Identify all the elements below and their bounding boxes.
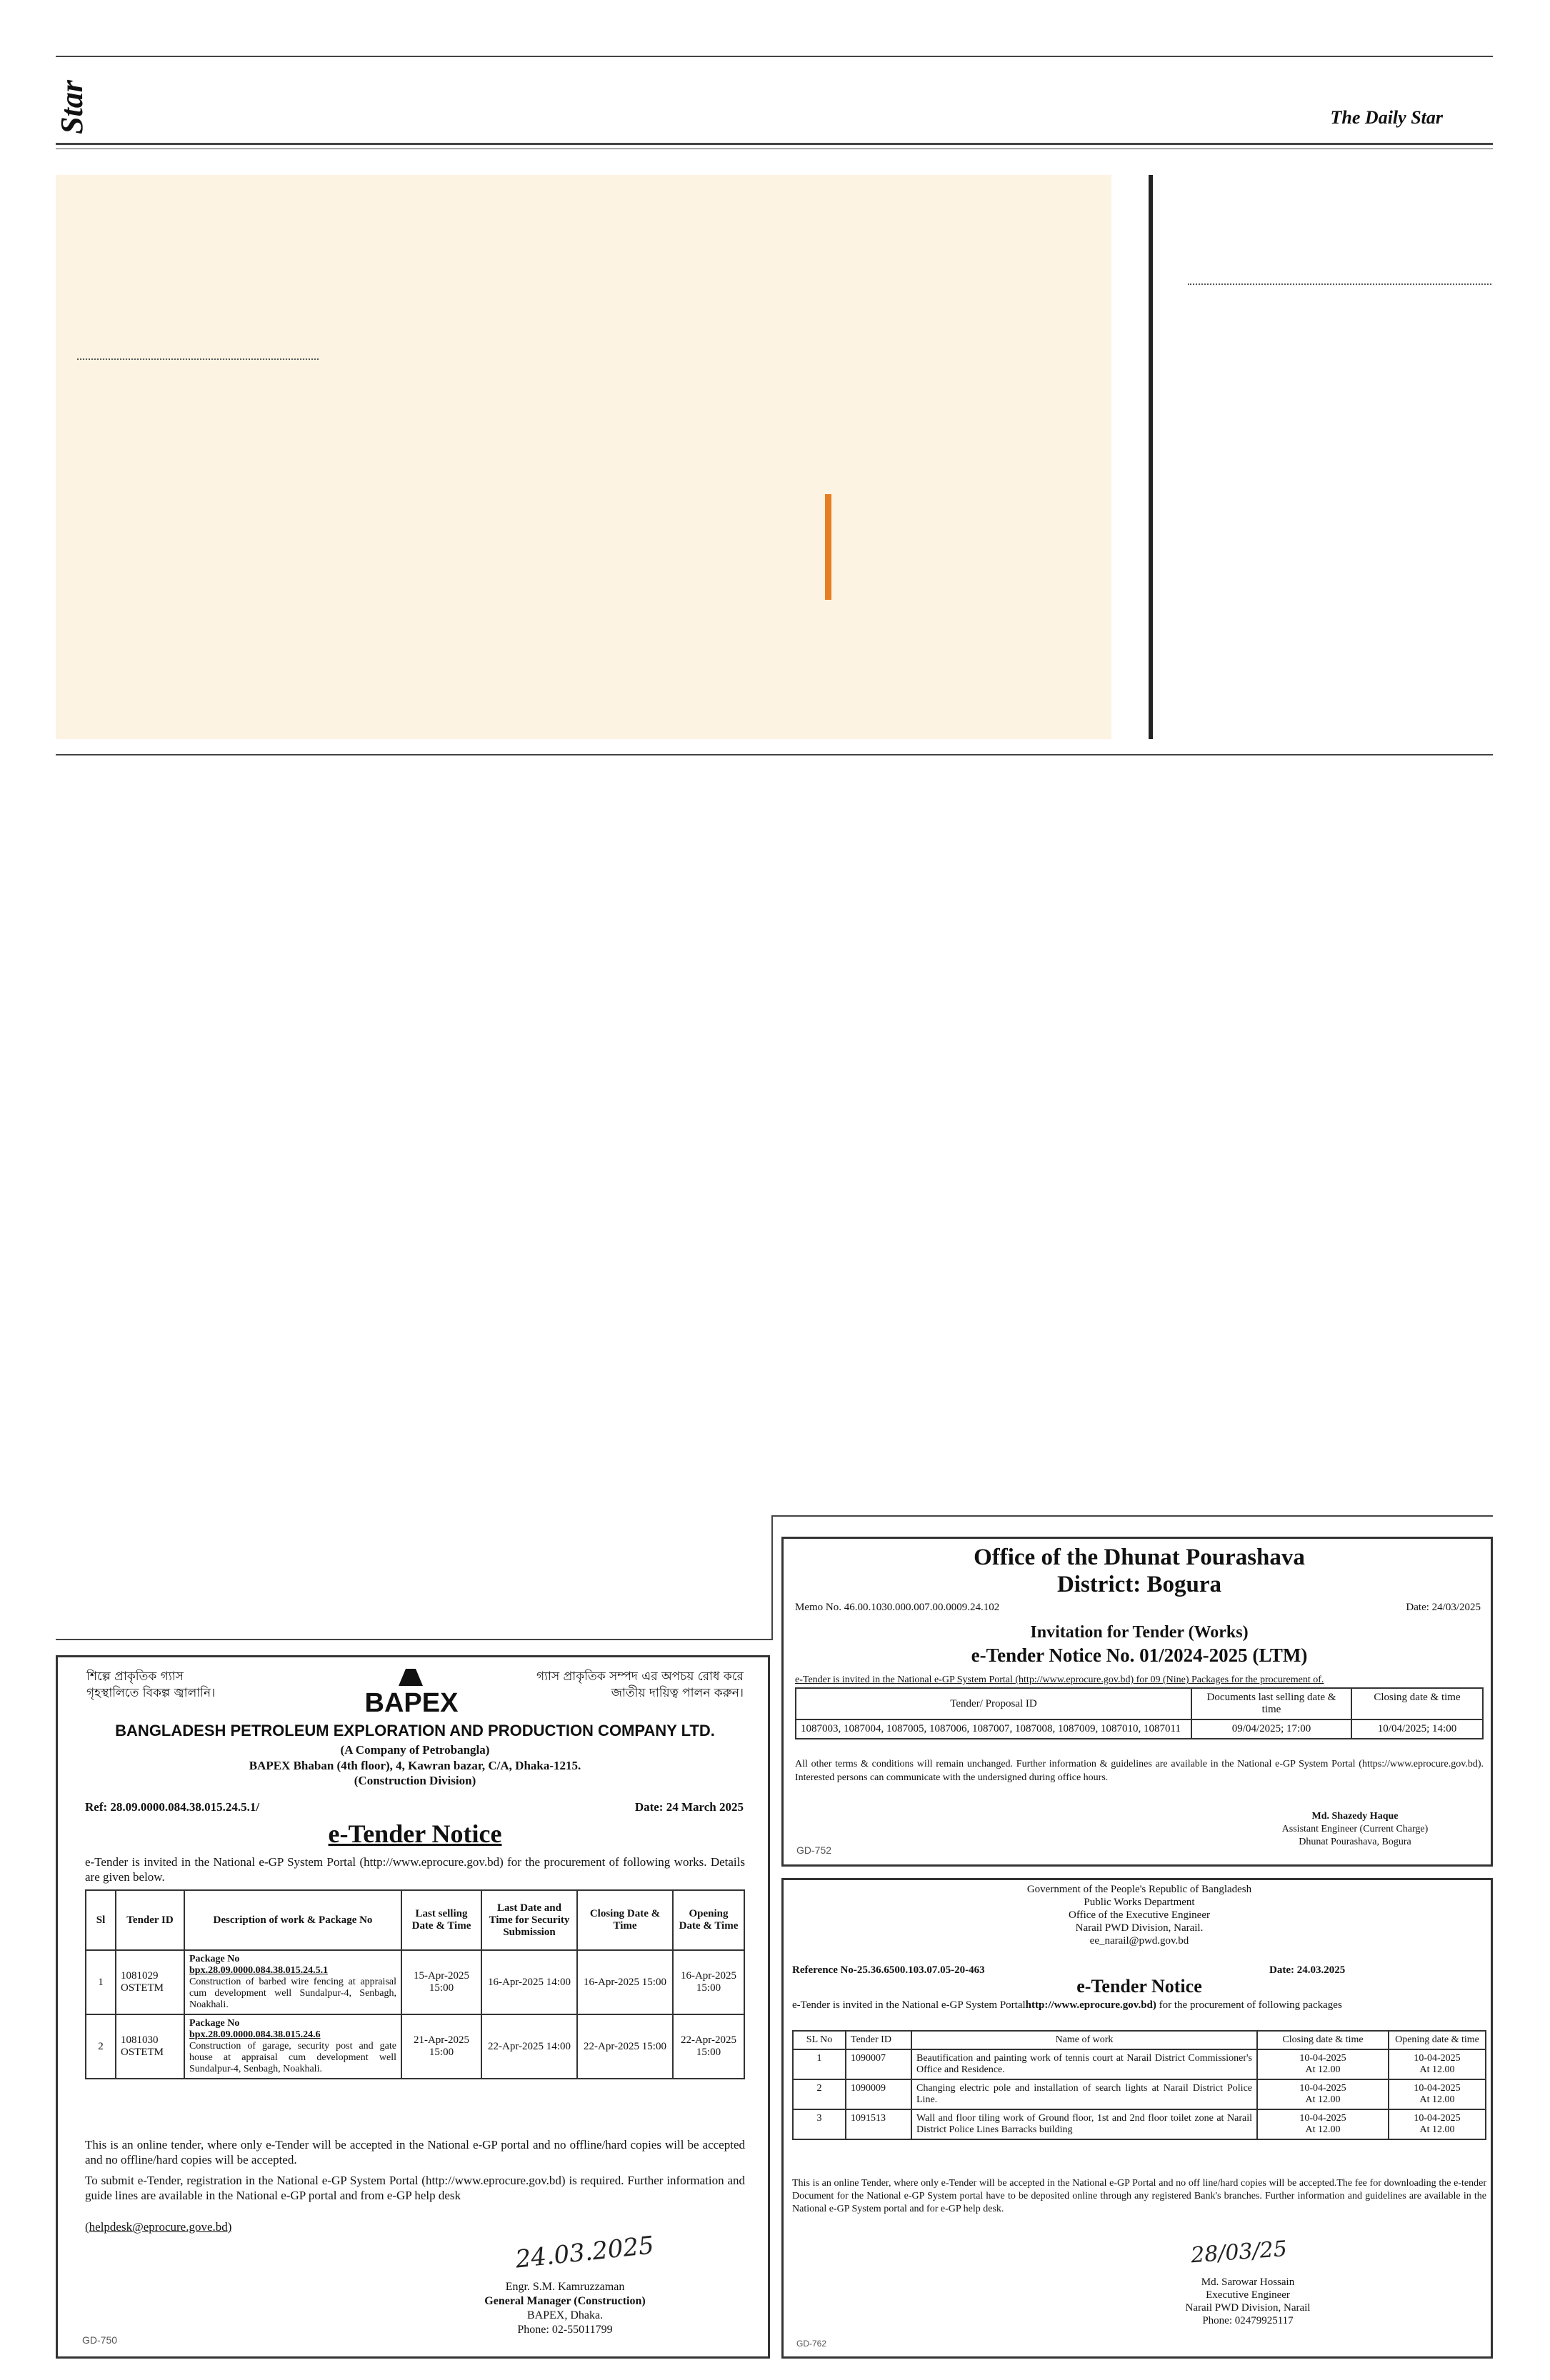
narail-date: Date: 24.03.2025 xyxy=(1269,1964,1346,1976)
dhunat-table xyxy=(795,1687,1484,1739)
feature-panel xyxy=(56,175,1111,739)
col-docs-last-selling: Documents last selling date & time xyxy=(1191,1688,1351,1719)
section-rule xyxy=(56,754,1493,755)
cell-closing: 10-04-2025 At 12.00 xyxy=(1257,2109,1389,2139)
cell-tender-id: 1090009 xyxy=(846,2079,911,2109)
table-row xyxy=(793,2109,1486,2139)
cell-name: Changing electric pole and installation of search lights at Narail District Police Line. xyxy=(911,2079,1257,2109)
signatory-division: Narail PWD Division, Narail xyxy=(1185,2302,1311,2314)
work-description: Construction of garage, security post and gate house at appraisal cum development well Sundalpur-4, Senbagh, Noakhali. xyxy=(189,2041,396,2074)
cell-docs: 09/04/2025; 17:00 xyxy=(1191,1719,1351,1739)
narail-gov: Government of the People's Republic of Bangladesh xyxy=(1026,1884,1252,1895)
cell-opening: 22-Apr-2025 15:00 xyxy=(673,2014,744,2079)
package-label: Package No xyxy=(189,1954,240,1964)
signatory-name: Md. Shazedy Haque xyxy=(1311,1811,1399,1822)
col-sl: SL No xyxy=(793,2031,846,2049)
dhunat-intro: e-Tender is invited in the National e-GP System Portal (http://www.eprocure.gov.bd) for 09 (Nine) Packages for the procurement of. xyxy=(795,1674,1324,1685)
bapex-logo xyxy=(340,1666,483,1717)
cell-closing: 16-Apr-2025 15:00 xyxy=(577,1950,673,2014)
ad-frame-line xyxy=(771,1515,773,1640)
signatory-office: Dhunat Pourashava, Bogura xyxy=(1299,1837,1411,1847)
cell-tender-id: 1081029 OSTETM xyxy=(116,1950,184,2014)
bapex-ref: Ref: 28.09.0000.084.38.015.24.5.1/ xyxy=(85,1800,260,1814)
dhunat-notice xyxy=(781,1537,1493,1867)
narail-email: ee_narail@pwd.gov.bd xyxy=(1089,1935,1189,1947)
cell-description xyxy=(184,2014,401,2079)
masthead-brand: The Daily Star xyxy=(1330,107,1443,128)
signatory-name: Md. Sarowar Hossain xyxy=(1201,2276,1295,2288)
cell-opening: 10-04-2025 At 12.00 xyxy=(1389,2049,1486,2079)
bapex-subsidiary: (A Company of Petrobangla) xyxy=(340,1743,490,1757)
narail-dept: Public Works Department xyxy=(1084,1897,1195,1908)
col-tender-proposal-id: Tender/ Proposal ID xyxy=(796,1688,1191,1719)
narail-table xyxy=(792,2030,1486,2140)
bapex-company: BANGLADESH PETROLEUM EXPLORATION AND PRODUCTION COMPANY LTD. xyxy=(115,1722,715,1739)
bapex-slogan-right: গ্যাস প্রাকৃতিক সম্পদ এর অপচয় রোধ করে জাতীয় দায়িত্ব পালন করুন। xyxy=(536,1669,744,1700)
bapex-intro: e-Tender is invited in the National e-GP System Portal (http://www.eprocure.gov.bd) for the procurement of following works. Details are given below. xyxy=(85,1855,745,1884)
col-sl: Sl xyxy=(86,1890,116,1950)
bapex-signature: 24.03.2025 xyxy=(514,2231,656,2274)
signatory-designation: Assistant Engineer (Current Charge) xyxy=(1281,1824,1429,1834)
cell-sl: 1 xyxy=(793,2049,846,2079)
table-header-row xyxy=(793,2031,1486,2049)
dhunat-invitation: Invitation for Tender (Works) xyxy=(1030,1623,1249,1642)
bapex-slogan-left: শিল্পে প্রাকৃতিক গ্যাস গৃহস্থালিতে বিকল্প জ্বালানি। xyxy=(86,1669,216,1700)
cell-sl: 3 xyxy=(793,2109,846,2139)
svg-text:BAPEX: BAPEX xyxy=(364,1688,459,1717)
top-rule xyxy=(56,56,1493,57)
cell-sl: 2 xyxy=(793,2079,846,2109)
cell-tender-id: 1090007 xyxy=(846,2049,911,2079)
narail-table-wrap xyxy=(792,2030,1486,2140)
signatory-phone: Phone: 02479925117 xyxy=(1202,2315,1294,2326)
masthead-side-label: Star xyxy=(54,80,89,134)
bapex-date: Date: 24 March 2025 xyxy=(634,1800,744,1814)
dhunat-table-wrap xyxy=(795,1687,1484,1739)
bapex-division: (Construction Division) xyxy=(354,1774,476,1787)
ad-frame-line xyxy=(771,1515,1493,1517)
ad-frame-line xyxy=(56,1639,773,1640)
col-last-selling: Last selling Date & Time xyxy=(401,1890,481,1950)
narail-signature: 28/03/25 xyxy=(1190,2236,1288,2269)
package-no: bpx.28.09.0000.084.38.015.24.5.1 xyxy=(189,1965,329,1976)
narail-intro: e-Tender is invited in the National e-GP System Portalhttp://www.eprocure.gov.bd) for the procurement of following packages xyxy=(792,1999,1342,2011)
dhunat-notice-no: e-Tender Notice No. 01/2024-2025 (LTM) xyxy=(971,1645,1308,1666)
bapex-footer-info: To submit e-Tender, registration in the National e-GP System Portal (http://www.eprocure.gov.bd) is required. Further information and guide lines are available in the National e-GP portal and from e-GP help desk xyxy=(85,2174,745,2202)
table-header-row xyxy=(86,1890,744,1950)
cell-sl: 2 xyxy=(86,2014,116,2079)
cell-security: 22-Apr-2025 14:00 xyxy=(481,2014,577,2079)
masthead-rule xyxy=(56,143,1493,145)
bapex-helpdesk-link[interactable]: (helpdesk@eprocure.gove.bd) xyxy=(85,2220,232,2234)
cell-opening: 10-04-2025 At 12.00 xyxy=(1389,2079,1486,2109)
bapex-table-wrap xyxy=(85,1889,745,2079)
cell-description xyxy=(184,1950,401,2014)
col-tender-id: Tender ID xyxy=(116,1890,184,1950)
narail-footer: This is an online Tender, where only e-Tender will be accepted in the National e-GP Portal and no off line/hard copies will be accepted.The fee for downloading the e-tender Document for the National e-GP System portal have to be deposited online through any registered Bank's branches. Further information and guidelines are available in the National e-GP System portal and for e-GP help desk. xyxy=(792,2178,1486,2214)
cell-closing: 22-Apr-2025 15:00 xyxy=(577,2014,673,2079)
narail-division: Narail PWD Division, Narail. xyxy=(1075,1922,1204,1934)
dhunat-title-2: District: Bogura xyxy=(1056,1572,1222,1597)
col-description: Description of work & Package No xyxy=(184,1890,401,1950)
signatory-designation: General Manager (Construction) xyxy=(484,2295,646,2307)
sidebar-dotted-rule xyxy=(1188,283,1491,285)
narail-reference: Reference No-25.36.6500.103.07.05-20-463 xyxy=(792,1964,985,1976)
col-closing: Closing date & time xyxy=(1351,1688,1483,1719)
table-row xyxy=(86,1950,744,2014)
cell-opening: 16-Apr-2025 15:00 xyxy=(673,1950,744,2014)
signatory-name: Engr. S.M. Kamruzzaman xyxy=(505,2281,625,2293)
bapex-table xyxy=(85,1889,745,2079)
bapex-address: BAPEX Bhaban (4th floor), 4, Kawran bazar, C/A, Dhaka-1215. xyxy=(249,1759,581,1772)
cell-last-selling: 21-Apr-2025 15:00 xyxy=(401,2014,481,2079)
cell-closing: 10-04-2025 At 12.00 xyxy=(1257,2049,1389,2079)
narail-code: GD-762 xyxy=(796,2339,827,2349)
signatory-phone: Phone: 02-55011799 xyxy=(517,2324,613,2336)
dhunat-memo: Memo No. 46.00.1030.000.007.00.0009.24.102 xyxy=(795,1602,1000,1613)
col-closing: Closing Date & Time xyxy=(577,1890,673,1950)
feature-dotted-rule xyxy=(77,358,319,360)
col-opening: Opening date & time xyxy=(1389,2031,1486,2049)
col-opening: Opening Date & Time xyxy=(673,1890,744,1950)
work-description: Construction of barbed wire fencing at appraisal cum development well Sundalpur-4, Senbagh, Noakhali. xyxy=(189,1977,396,2010)
cell-sl: 1 xyxy=(86,1950,116,2014)
dhunat-signatory-block xyxy=(1226,1810,1484,1849)
bapex-code: GD-750 xyxy=(82,2334,118,2346)
feature-accent-bar xyxy=(825,494,831,600)
bapex-footer-note: This is an online tender, where only e-Tender will be accepted in the National e-GP portal and no offline/hard copies will be accepted and no offline/hard copies will be accepted. xyxy=(85,2138,745,2166)
cell-tender-id: 1081030 OSTETM xyxy=(116,2014,184,2079)
cell-tender-id: 1091513 xyxy=(846,2109,911,2139)
package-label: Package No xyxy=(189,2018,240,2029)
col-tender-id: Tender ID xyxy=(846,2031,911,2049)
cell-security: 16-Apr-2025 14:00 xyxy=(481,1950,577,2014)
table-row xyxy=(796,1719,1483,1739)
dhunat-title-1: Office of the Dhunat Pourashava xyxy=(974,1545,1305,1570)
narail-notice xyxy=(781,1878,1493,2359)
bapex-signatory-block xyxy=(458,2280,672,2337)
cell-opening: 10-04-2025 At 12.00 xyxy=(1389,2109,1486,2139)
col-name: Name of work xyxy=(911,2031,1257,2049)
narail-header xyxy=(784,1883,1493,1947)
signatory-designation: Executive Engineer xyxy=(1206,2289,1290,2301)
narail-signatory-block xyxy=(1141,2276,1355,2327)
table-row xyxy=(86,2014,744,2079)
col-security: Last Date and Time for Security Submission xyxy=(481,1890,577,1950)
narail-title: e-Tender Notice xyxy=(1076,1976,1202,1997)
table-header-row xyxy=(796,1688,1483,1719)
dhunat-code: GD-752 xyxy=(796,1844,832,1856)
bapex-notice xyxy=(56,1655,770,2359)
table-row xyxy=(793,2049,1486,2079)
cell-closing: 10-04-2025 At 12.00 xyxy=(1257,2079,1389,2109)
cell-name: Beautification and painting work of tennis court at Narail District Commissioner's Office and Residence. xyxy=(911,2049,1257,2079)
cell-ids: 1087003, 1087004, 1087005, 1087006, 1087007, 1087008, 1087009, 1087010, 1087011 xyxy=(796,1719,1191,1739)
dhunat-date: Date: 24/03/2025 xyxy=(1406,1602,1481,1613)
cell-closing: 10/04/2025; 14:00 xyxy=(1351,1719,1483,1739)
cell-name: Wall and floor tiling work of Ground floor, 1st and 2nd floor toilet zone at Narail District Police Lines Barracks building xyxy=(911,2109,1257,2139)
col-closing: Closing date & time xyxy=(1257,2031,1389,2049)
cell-last-selling: 15-Apr-2025 15:00 xyxy=(401,1950,481,2014)
table-row xyxy=(793,2079,1486,2109)
package-no: bpx.28.09.0000.084.38.015.24.6 xyxy=(189,2029,321,2040)
narail-url: http://www.eprocure.gov.bd) xyxy=(1025,1999,1156,2011)
column-divider xyxy=(1149,175,1153,739)
dhunat-terms: All other terms & conditions will remain unchanged. Further information & guidelines are available in the National e-GP System Portal (https://www.eprocure.gov.bd). Interested persons can communicate with the undersigned during office hours. xyxy=(795,1759,1484,1783)
narail-office: Office of the Executive Engineer xyxy=(1069,1909,1210,1921)
bapex-title: e-Tender Notice xyxy=(328,1819,502,1848)
signatory-org: BAPEX, Dhaka. xyxy=(526,2309,604,2321)
